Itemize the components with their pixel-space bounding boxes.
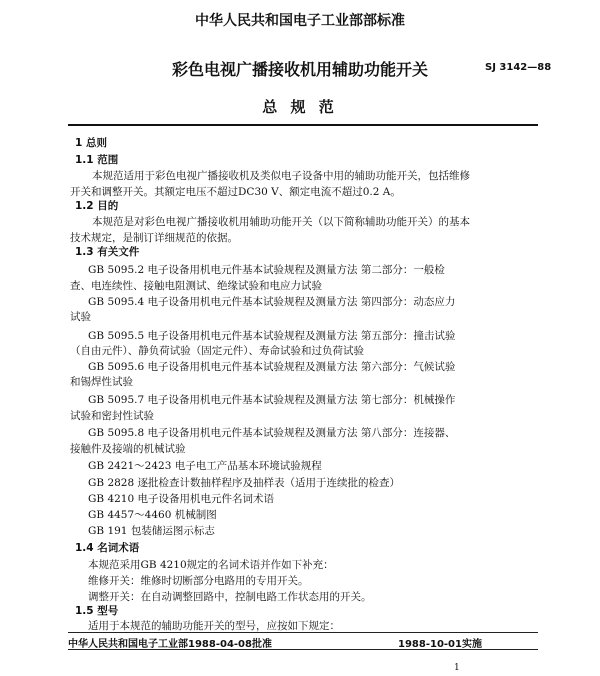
paragraph-line: 技术规定，是制订详细规范的依据。	[70, 232, 238, 244]
section-1-4-heading: 1.4 名词术语	[75, 542, 140, 554]
section-1-2-heading: 1.2 目的	[75, 200, 119, 212]
reference-line: GB 2421～2423 电子电工产品基本环境试验规程	[88, 460, 322, 472]
reference-line: GB 5095.8 电子设备用机电元件基本试验规程及测量方法 第八部分：连接器、	[88, 427, 456, 439]
reference-line: （自由元件）、静负荷试验（固定元件）、寿命试验和过负荷试验	[70, 345, 364, 357]
section-1-heading: 1 总则	[75, 137, 107, 149]
document-title: 彩色电视广播接收机用辅助功能开关	[171, 60, 428, 79]
header-rule	[68, 124, 538, 126]
paragraph-line: 本规范采用GB 4210规定的名词术语并作如下补充：	[88, 559, 334, 571]
reference-line: 和锡焊性试验	[70, 376, 133, 388]
page-number: 1	[454, 663, 460, 673]
reference-line: GB 5095.6 电子设备用机电元件基本试验规程及测量方法 第六部分：气候试验	[88, 361, 456, 373]
section-1-3-heading: 1.3 有关文件	[75, 246, 140, 258]
paragraph-line: 适用于本规范的辅助功能开关的型号，应按如下规定：	[88, 620, 340, 632]
paragraph-line: 本规范是对彩色电视广播接收机用辅助功能开关（以下简称辅助功能开关）的基本	[92, 216, 470, 228]
standard-number: SJ 3142—88	[485, 62, 552, 73]
paragraph-line: 调整开关：在自动调整回路中，控制电路工作状态用的开关。	[88, 591, 372, 603]
reference-line: GB 191 包装储运图示标志	[88, 525, 215, 537]
reference-line: GB 2828 逐批检查计数抽样程序及抽样表（适用于连续批的检查）	[88, 477, 400, 489]
issuing-organization: 中华人民共和国电子工业部部标准	[195, 13, 405, 29]
section-1-5-heading: 1.5 型号	[75, 605, 119, 617]
footer-rule-bottom	[68, 649, 538, 650]
document-subtitle: 总 规 范	[262, 98, 338, 116]
reference-line: GB 5095.4 电子设备用机电元件基本试验规程及测量方法 第四部分：动态应力	[88, 296, 456, 308]
reference-line: GB 5095.5 电子设备用机电元件基本试验规程及测量方法 第五部分：撞击试验	[88, 330, 456, 342]
footer-rule	[68, 632, 538, 633]
reference-line: GB 5095.7 电子设备用机电元件基本试验规程及测量方法 第七部分：机械操作	[88, 394, 456, 406]
reference-line: 接触件及接端的机械试验	[70, 443, 186, 455]
paragraph-line: 开关和调整开关。其额定电压不超过DC30 V、额定电流不超过0.2 A。	[70, 186, 401, 198]
reference-line: GB 4210 电子设备用机电元件名词术语	[88, 493, 275, 505]
section-1-1-heading: 1.1 范围	[75, 154, 119, 166]
reference-line: GB 5095.2 电子设备用机电元件基本试验规程及测量方法 第二部分：一般检	[88, 264, 445, 276]
reference-line: 试验和密封性试验	[70, 410, 154, 422]
approval-notice: 中华人民共和国电子工业部1988-04-08批准	[68, 639, 272, 650]
paragraph-line: 维修开关：维修时切断部分电路用的专用开关。	[88, 575, 309, 587]
reference-line: GB 4457～4460 机械制图	[88, 509, 217, 521]
reference-line: 查、电连续性、接触电阻测试、绝缘试验和电应力试验	[70, 280, 322, 292]
paragraph-line: 本规范适用于彩色电视广播接收机及类似电子设备中用的辅助功能开关，包括维修	[92, 170, 470, 182]
effective-date: 1988-10-01实施	[398, 639, 482, 650]
reference-line: 试验	[70, 311, 91, 323]
